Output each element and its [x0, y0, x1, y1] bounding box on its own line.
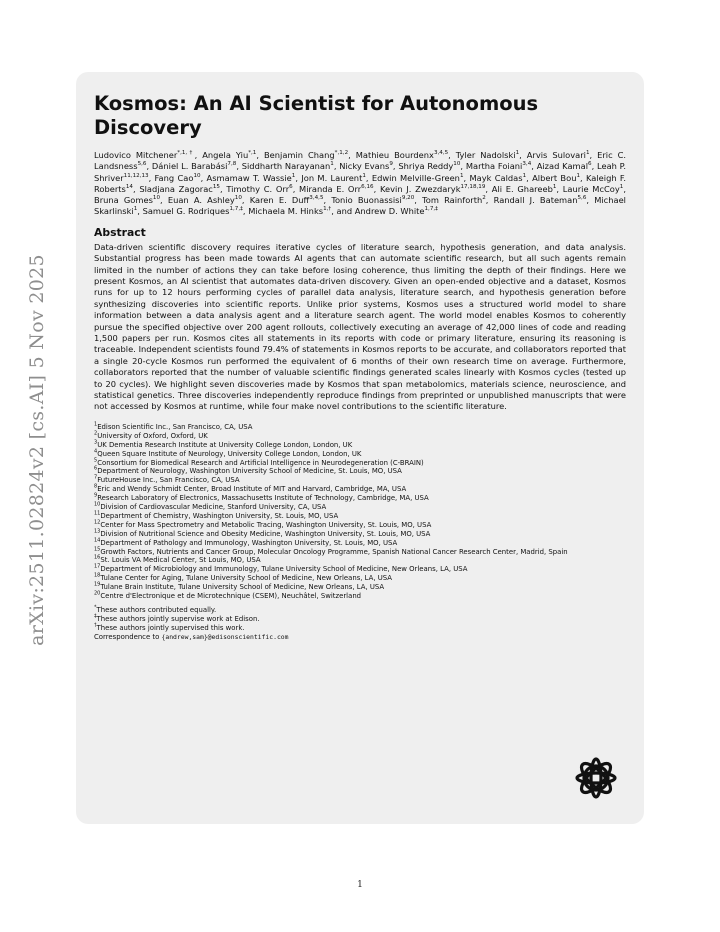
author-affiliation-marks: 6: [588, 161, 592, 168]
author-affiliation-marks: 1: [133, 206, 138, 213]
affiliation-item: $^{18}$Tulane Center for Aging, Tulane University School of Medicine, New Orleans, LA, USA: [94, 572, 393, 583]
author-name: Kaleigh F. Roberts: [94, 172, 626, 194]
author-affiliation-marks: 3,4,5: [433, 150, 449, 157]
arxiv-stamp: [22, 254, 52, 646]
author-name: Jon M. Laurent: [301, 172, 363, 183]
author-affiliation-marks: *,1,†: [177, 150, 195, 157]
author-name: Michael Skarlinski: [94, 195, 626, 217]
author-name: Tyler Nadolski: [455, 150, 516, 160]
author-name: Shriya Reddy: [398, 161, 454, 172]
author-name: Karen E. Duff: [249, 195, 310, 206]
affiliation-item: $^5$Consortium for Biomedical Research and Artificial Intelligence in Neurodegeneration (C-BRAIN): [94, 457, 424, 467]
author-affiliation-marks: 1,7,‡: [229, 206, 243, 213]
affiliation-item: $^{15}$Growth Factors, Nutrients and Cancer Group, Molecular Oncology Programme, Spanish National Cancer Research Center, Madrid, Spain: [94, 546, 568, 556]
author-affiliation-marks: 1: [619, 184, 624, 191]
author-name: Siddharth Narayanan: [241, 161, 331, 172]
author-name: Edwin Melville-Green: [371, 172, 460, 183]
paper-title: Kosmos: An AI Scientist for Autonomous Discovery: [94, 92, 539, 139]
affiliation-item: $^1$Edison Scientific Inc., San Francisco, CA, USA: [94, 421, 253, 431]
affiliation-item: $^2$University of Oxford, Oxford, UK: [94, 430, 208, 440]
author-affiliation-marks: 17,18,19: [460, 184, 486, 191]
author-affiliation-marks: 15: [212, 184, 220, 191]
author-affiliation-marks: 1: [362, 172, 366, 179]
affiliation-item: $^4$Queen Square Institute of Neurology, University College London, London, UK: [94, 448, 362, 458]
author-name: Leah P. Shriver: [94, 161, 627, 183]
correspondence: Correspondence to {andrew,sam}@edisonscientific.com: [94, 632, 289, 641]
author-name: Ludovico Mitchener: [94, 150, 178, 160]
affiliation-item: $^{17}$Department of Microbiology and Immunology, Tulane University School of Medicine, New Orleans, LA, USA: [94, 564, 468, 574]
author-name: Asmamaw T. Wassie: [206, 172, 292, 183]
author-affiliation-marks: 10: [193, 172, 201, 179]
author-affiliation-marks: 1: [330, 161, 334, 168]
author-affiliation-marks: 1: [576, 172, 581, 179]
author-name: Arvis Sulovari: [526, 150, 586, 160]
affiliation-item: $^7$FutureHouse Inc., San Francisco, CA, USA: [94, 475, 240, 485]
author-affiliation-marks: 9,20: [401, 195, 415, 202]
author-name: Mathieu Bourdenx: [355, 150, 434, 160]
author-affiliation-marks: 7,8: [227, 161, 237, 168]
author-affiliation-marks: 1: [515, 150, 520, 157]
affiliation-item: $^9$Research Laboratory of Electronics, Massachusetts Institute of Technology, Cambridge, MA, USA: [94, 492, 429, 503]
author-name: Nicky Evans: [339, 161, 390, 172]
author-name: Sladjana Zagorac: [139, 183, 213, 194]
author-affiliation-marks: 1: [585, 150, 590, 157]
author-affiliation-marks: 1: [459, 172, 464, 179]
author-affiliation-marks: 6: [289, 184, 293, 191]
author-affiliation-marks: *,1: [248, 150, 257, 157]
author-name: Miranda E. Orr: [299, 183, 362, 194]
author-name: Dániel L. Barabási: [151, 161, 228, 172]
author-affiliation-marks: 5,6: [577, 195, 587, 202]
footnote: ‡These authors jointly supervise work at Edison.: [94, 613, 260, 623]
author-name: Fang Cao: [154, 172, 194, 183]
author-name: Aizad Kamal: [536, 161, 588, 172]
author-affiliation-marks: 2: [482, 195, 486, 202]
author-name: Samuel G. Rodriques: [142, 206, 230, 217]
author-name: Kevin J. Zwezdaryk: [379, 183, 461, 194]
author-name: Tonio Buonassisi: [331, 195, 402, 206]
affiliation-item: $^{12}$Center for Mass Spectrometry and Metabolic Tracing, Washington University, St. Louis, MO, USA: [94, 519, 432, 529]
author-name: Timothy C. Orr: [226, 183, 290, 194]
abstract-text: Data-driven scientific discovery requires iterative cycles of literature search, hypothesis generation, and data analysis. Substantial progress has been made towards AI agents that can automate scientific research, but all such agents remain limited in the number of actions they can take before losing coherence, thus limiting the depth of their findings. Here we present Kosmos, an AI scientist that automates data-driven discovery. Given an open-ended objective and a dataset, Kosmos runs for up to 12 hours performing cycles of parallel data analysis, literature search, and hypothesis generation before synthesizing discoveries into scientific reports. Unlike prior systems, Kosmos uses a structured world model to share information between a data analysis agent and a literature search agent. The world model enables Kosmos to coherently pursue the specified objective over 200 agent rollouts, collectively executing an average of 42,000 lines of code and reading 1,500 papers per run. Kosmos cites all statements in its reports with code or primary literature, ensuring its reasoning is traceable. Independent scientists found 79.4% of statements in Kosmos reports to be accurate, and collaborators reported that a single 20-cycle Kosmos run performed the equivalent of 6 months of their own research time on average. Furthermore, collaborators reported that the number of valuable scientific findings generated scales linearly with Kosmos cycles (tested up to 20 cycles). We highlight seven discoveries made by Kosmos that span metabolomics, materials science, neuroscience, and statistical genetics. Three discoveries independently reproduce findings from preprinted or unpublished manuscripts that were not accessed by Kosmos at runtime, while four make novel contributions to the scientific literature.: [94, 241, 626, 412]
author-name: Randall J. Bateman: [493, 195, 578, 206]
author-affiliation-marks: 10: [453, 161, 461, 168]
affiliation-item: $^6$Department of Neurology, Washington University School of Medicine, St. Louis, MO, USA: [94, 466, 402, 476]
arxiv-identifier: arXiv:2511.02824v2 [cs.AI] 5 Nov 2025: [26, 254, 49, 646]
author-affiliation-marks: 3,4,5: [309, 195, 324, 202]
author-affiliation-marks: 5,6: [137, 161, 147, 168]
author-affiliation-marks: 1,†: [323, 206, 332, 213]
author-affiliation-marks: *,1,2: [334, 150, 349, 157]
author-affiliation-marks: 14: [125, 184, 133, 191]
footnote: †These authors jointly supervised this work.: [94, 622, 245, 632]
affiliation-item: $^{20}$Centre d'Electronique et de Microtechnique (CSEM), Neuchâtel, Switzerland: [94, 590, 362, 601]
author-affiliation-marks: 11,12,13: [123, 172, 149, 179]
author-name: Eric C. Landsness: [94, 150, 627, 172]
author-affiliation-marks: 1: [291, 172, 296, 179]
affiliation-list: [94, 423, 626, 601]
affiliation-item: $^{11}$Department of Chemistry, Washington University, St. Louis, MO, USA: [94, 510, 339, 520]
affiliation-item: $^{10}$Division of Cardiovascular Medicine, Stanford University, CA, USA: [94, 501, 327, 512]
author-affiliation-marks: 3,4: [522, 161, 532, 168]
author-name: Tom Rainforth: [422, 195, 483, 206]
author-affiliation-marks: 10: [152, 195, 161, 202]
author-name: Andrew D. White: [354, 206, 425, 217]
correspondence-email-link[interactable]: {andrew,sam}@edisonscientific.com: [161, 632, 289, 641]
affiliation-item: $^{13}$Division of Nutritional Science and Obesity Medicine, Washington University, St. Louis, MO, USA: [94, 528, 431, 538]
title-card: [76, 72, 644, 824]
author-name: Angela Yiu: [202, 150, 249, 160]
edison-knot-logo-icon: [574, 756, 618, 800]
abstract-heading: Abstract: [94, 225, 146, 239]
author-affiliation-marks: 9: [389, 161, 393, 168]
author-affiliation-marks: 10: [234, 195, 242, 202]
author-affiliation-marks: 1: [522, 172, 527, 179]
author-name: Euan A. Ashley: [167, 195, 235, 206]
author-name: Ali E. Ghareeb: [491, 183, 553, 194]
affiliation-item: $^8$Eric and Wendy Schmidt Center, Broad Institute of MIT and Harvard, Cambridge, MA, USA: [94, 483, 407, 494]
author-list: Ludovico Mitchener$^{*,1,\dagger}$, Angela Yiu$^{*,1}$, Benjamin Chang$^{*,1,2}$, Mathieu Bourdenx$^{3,4,5}$, Tyler Nadolski$^1$, Arvis Sulovari$^1$, Eric C. Landsness$^{5,6}$, Dániel L. Barabási$^{7,8}$, Siddharth Narayanan$^1$, Nicky Evans$^9$, Shriya Reddy$^{10}$, Martha Foiani$^{3,4}$, Aizad Kamal$^6$, Leah P. Shriver$^{11,12,13}$, Fang Cao$^{10}$, Asmamaw T. Wassie$^1$, Jon M. Laurent$^1$, Edwin Melville-Green$^1$, Mayk Caldas$^1$, Albert Bou$^1$, Kaleigh F. Roberts$^{14}$, Sladjana Zagorac$^{15}$, Timothy C. Orr$^6$, Miranda E. Orr$^{6,16}$, Kevin J. Zwezdaryk$^{17,18,19}$, Ali E. Ghareeb$^1$, Laurie McCoy$^1$, Bruna Gomes$^{10}$, Euan A. Ashley$^{10}$, Karen E. Duff$^{3,4,5}$, Tonio Buonassisi$^{9,20}$, Tom Rainforth$^2$, Randall J. Bateman$^{5,6}$, Michael Skarlinski$^1$, Samuel G. Rodriques$^{1,7,\ddagger}$, Michaela M. Hinks$^{1,\dagger}$, and Andrew D. White$^{1,7,\ddagger}$: [94, 150, 627, 217]
author-name: Benjamin Chang: [263, 150, 335, 160]
author-name: Mayk Caldas: [469, 172, 523, 183]
author-affiliation-marks: 6,16: [361, 184, 374, 191]
affiliation-item: $^{19}$Tulane Brain Institute, Tulane University School of Medicine, New Orleans, LA, USA: [94, 581, 385, 592]
author-name: Michaela M. Hinks: [248, 206, 324, 217]
author-name: Bruna Gomes: [94, 195, 153, 206]
affiliation-item: $^{16}$St. Louis VA Medical Center, St Louis, MO, USA: [94, 555, 261, 565]
author-name: Albert Bou: [532, 172, 577, 183]
affiliation-item: $^{14}$Department of Pathology and Immunology, Washington University, St. Louis, MO, USA: [94, 537, 398, 547]
page-number: 1: [357, 880, 363, 890]
footnote: *These authors contributed equally.: [94, 604, 217, 614]
author-name: Laurie McCoy: [562, 183, 620, 194]
author-name: Martha Foiani: [465, 161, 523, 172]
author-affiliation-marks: 1,7,‡: [424, 206, 438, 213]
footnote-list: [94, 606, 626, 642]
affiliation-item: $^3$UK Dementia Research Institute at University College London, London, UK: [94, 439, 353, 449]
author-affiliation-marks: 1: [552, 184, 557, 191]
